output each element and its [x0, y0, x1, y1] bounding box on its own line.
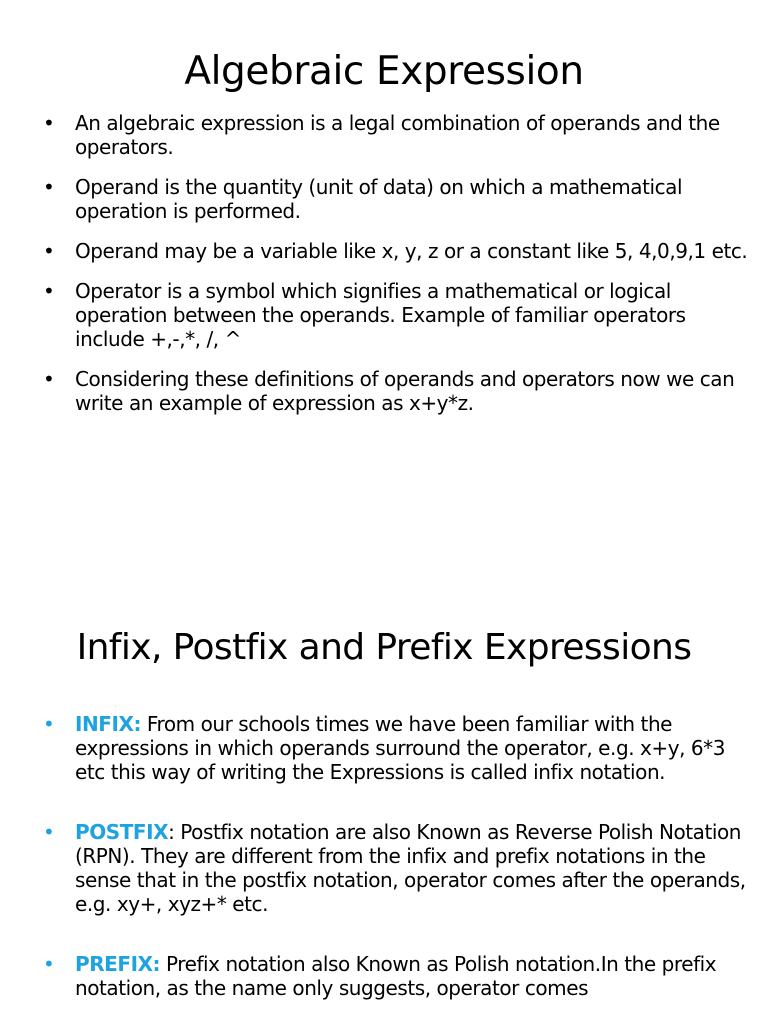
term-separator: :	[152, 952, 161, 976]
bullet-icon: •	[43, 175, 55, 199]
list-item-prefix	[40, 952, 755, 1000]
list-item-infix	[40, 712, 755, 784]
definition-text: Prefix notation also Known as Polish notation.In the prefix notation, as the name only suggests, operator comes	[75, 952, 717, 1000]
list-item	[40, 111, 755, 159]
bullet-icon: •	[43, 712, 55, 736]
definition-text: From our schools times we have been familiar with the expressions in which operands surround the operator, e.g. x+y, 6*3 etc this way of writing the Expressions is called infix notation.	[75, 712, 725, 784]
bullet-list	[40, 712, 755, 1024]
term-prefix: PREFIX	[75, 952, 153, 976]
list-item	[40, 367, 755, 415]
slide-infix-postfix-prefix	[0, 576, 768, 1024]
bullet-list	[40, 111, 755, 431]
term-postfix: POSTFIX	[75, 820, 169, 844]
bullet-icon: •	[43, 239, 55, 263]
bullet-text: Operand is the quantity (unit of data) on which a mathematical operation is performed.	[75, 175, 683, 223]
bullet-icon: •	[43, 367, 55, 391]
definition-text: : Postfix notation are also Known as Reverse Polish Notation (RPN). They are different from the infix and prefix notations in the sense that in the postfix notation, operator comes after the operands, e.g. xy+, xyz+* etc.	[75, 820, 746, 916]
bullet-text: Operand may be a variable like x, y, z or a constant like 5, 4,0,9,1 etc.	[75, 239, 748, 263]
bullet-icon: •	[43, 279, 55, 303]
list-item	[40, 175, 755, 223]
bullet-icon: •	[43, 111, 55, 135]
slide-title: Infix, Postfix and Prefix Expressions	[76, 627, 692, 668]
list-item	[40, 279, 755, 351]
bullet-text: Considering these definitions of operands and operators now we can write an example of expression as x+y*z.	[75, 367, 735, 415]
list-item	[40, 239, 755, 263]
bullet-text: An algebraic expression is a legal combination of operands and the operators.	[75, 111, 720, 159]
bullet-icon: •	[43, 952, 55, 976]
slide-title: Algebraic Expression	[184, 49, 584, 94]
bullet-text: Operator is a symbol which signifies a mathematical or logical operation between the operands. Example of familiar operators include +,-,*, /, ^	[75, 279, 686, 351]
list-item-postfix	[40, 820, 755, 916]
term-infix: INFIX:	[75, 712, 142, 736]
bullet-icon: •	[43, 820, 55, 844]
